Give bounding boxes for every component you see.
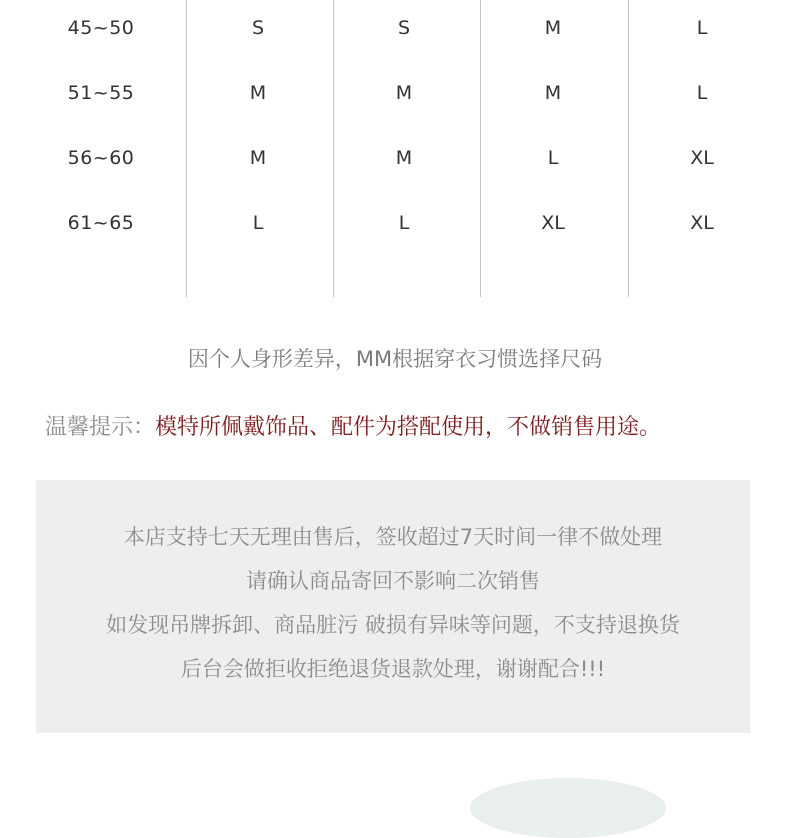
size-cell: L — [547, 147, 559, 169]
policy-line: 本店支持七天无理由售后，签收超过7天时间一律不做处理 — [123, 525, 663, 549]
size-row-label: 45~50 — [67, 17, 135, 39]
column-divider — [628, 0, 629, 297]
size-cell: L — [696, 17, 708, 39]
policy-line: 后台会做拒收拒绝退货退款处理，谢谢配合!!! — [180, 657, 606, 681]
size-row-label: 61~65 — [67, 212, 135, 234]
policy-line: 请确认商品寄回不影响二次销售 — [246, 569, 540, 593]
warm-tip — [45, 411, 661, 445]
size-cell: M — [395, 147, 413, 169]
size-cell: XL — [690, 147, 714, 169]
size-cell: M — [249, 147, 267, 169]
size-row-label: 51~55 — [67, 82, 135, 104]
tip-text: 模特所佩戴饰品、配件为搭配使用，不做销售用途。 — [155, 415, 662, 440]
size-cell: M — [544, 82, 562, 104]
size-chart — [0, 0, 790, 297]
fit-note: 因个人身形差异，MM根据穿衣习惯选择尺码 — [187, 347, 603, 371]
column-divider — [186, 0, 187, 297]
size-cell: S — [397, 17, 411, 39]
column-divider — [333, 0, 334, 297]
after-sales-policy — [36, 480, 750, 733]
policy-line: 如发现吊牌拆卸、商品脏污 破损有异味等问题，不支持退换货 — [106, 613, 680, 637]
size-cell: L — [696, 82, 708, 104]
size-cell: XL — [541, 212, 565, 234]
size-cell: L — [252, 212, 264, 234]
size-cell: M — [249, 82, 267, 104]
decorative-arc — [470, 778, 666, 838]
tip-label: 温馨提示： — [45, 415, 156, 440]
size-cell: S — [251, 17, 265, 39]
size-cell: M — [544, 17, 562, 39]
size-cell: M — [395, 82, 413, 104]
size-cell: L — [398, 212, 410, 234]
column-divider — [480, 0, 481, 297]
size-row-label: 56~60 — [67, 147, 135, 169]
size-cell: XL — [690, 212, 714, 234]
